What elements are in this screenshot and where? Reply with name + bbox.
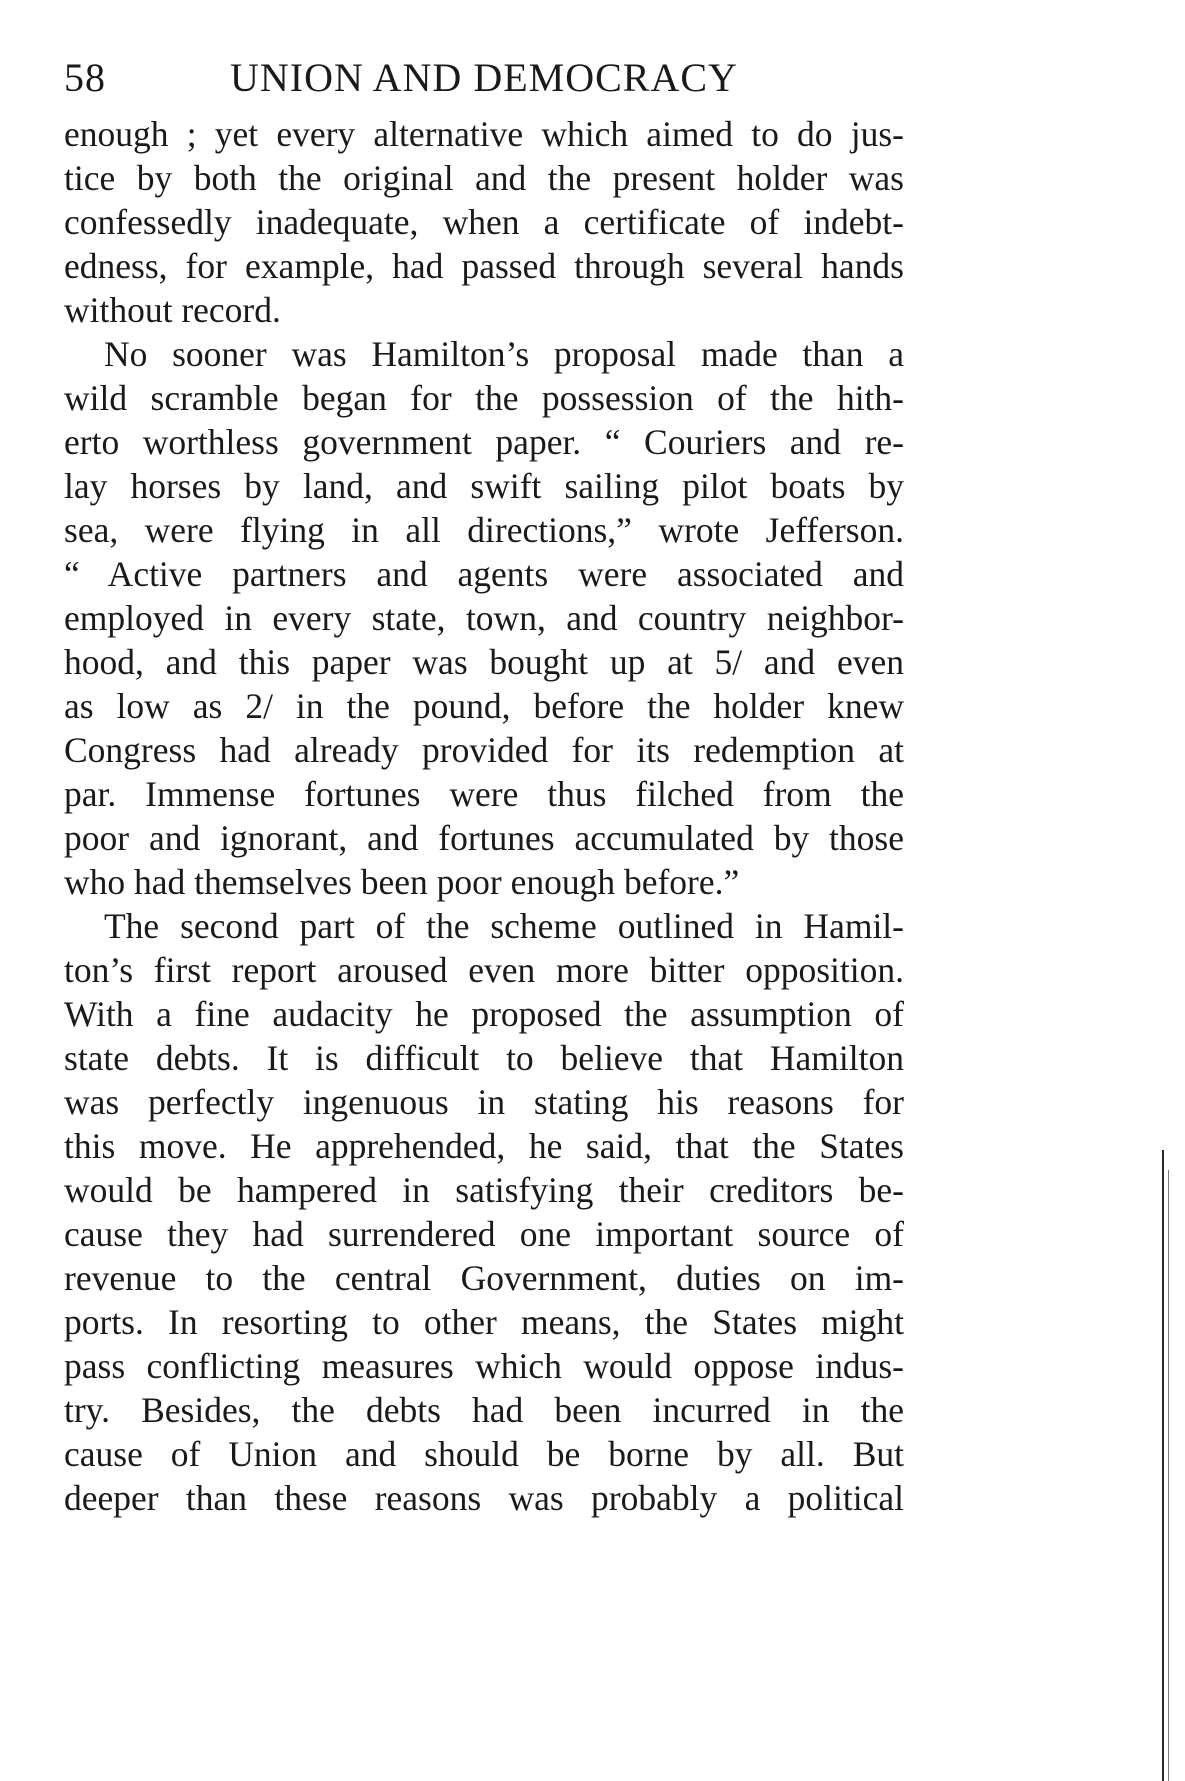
running-header bbox=[64, 48, 864, 108]
text-line: lay horses by land, and swift sailing pilot boats by bbox=[64, 466, 904, 506]
text-line: enough ; yet every alternative which aimed to do jus- bbox=[64, 114, 904, 154]
text-line: With a fine audacity he proposed the assumption of bbox=[64, 994, 904, 1034]
page-edge-line bbox=[1162, 1150, 1164, 1781]
text-line: poor and ignorant, and fortunes accumulated by those bbox=[64, 818, 904, 858]
text-line: ports. In resorting to other means, the States might bbox=[64, 1302, 904, 1342]
text-line: deeper than these reasons was probably a political bbox=[64, 1478, 904, 1518]
text-line: employed in every state, town, and country neighbor- bbox=[64, 598, 904, 638]
text-line: ton’s first report aroused even more bitter opposition. bbox=[64, 950, 904, 990]
text-line: would be hampered in satisfying their creditors be- bbox=[64, 1170, 904, 1210]
text-line: The second part of the scheme outlined in Hamil- bbox=[104, 906, 904, 946]
text-line: as low as 2/ in the pound, before the holder knew bbox=[64, 686, 904, 726]
text-line: cause of Union and should be borne by all. But bbox=[64, 1434, 904, 1474]
text-line: edness, for example, had passed through several hands bbox=[64, 246, 904, 286]
text-line: confessedly inadequate, when a certificate of indebt- bbox=[64, 202, 904, 242]
text-line: tice by both the original and the present holder was bbox=[64, 158, 904, 198]
text-line: hood, and this paper was bought up at 5/ and even bbox=[64, 642, 904, 682]
text-line: state debts. It is difficult to believe that Hamilton bbox=[64, 1038, 904, 1078]
text-line: was perfectly ingenuous in stating his reasons for bbox=[64, 1082, 904, 1122]
text-line: revenue to the central Government, duties on im- bbox=[64, 1258, 904, 1298]
body-text bbox=[64, 112, 904, 1520]
text-line: try. Besides, the debts had been incurred in the bbox=[64, 1390, 904, 1430]
running-title: UNION AND DEMOCRACY bbox=[230, 55, 738, 100]
text-line: this move. He apprehended, he said, that the States bbox=[64, 1126, 904, 1166]
text-line: Congress had already provided for its redemption at bbox=[64, 730, 904, 770]
text-line: pass conflicting measures which would oppose indus- bbox=[64, 1346, 904, 1386]
text-line: who had themselves been poor enough before.” bbox=[64, 862, 740, 902]
text-line: No sooner was Hamilton’s proposal made than a bbox=[104, 334, 904, 374]
page-edge-line-faint bbox=[1168, 1170, 1169, 1781]
page-number: 58 bbox=[64, 55, 106, 100]
text-line: erto worthless government paper. “ Couriers and re- bbox=[64, 422, 904, 462]
text-line: without record. bbox=[64, 290, 281, 330]
text-line: “ Active partners and agents were associated and bbox=[64, 554, 904, 594]
text-line: cause they had surrendered one important source of bbox=[64, 1214, 904, 1254]
text-line: wild scramble began for the possession of the hith- bbox=[64, 378, 904, 418]
text-line: sea, were flying in all directions,” wrote Jefferson. bbox=[64, 510, 904, 550]
text-line: par. Immense fortunes were thus filched from the bbox=[64, 774, 904, 814]
